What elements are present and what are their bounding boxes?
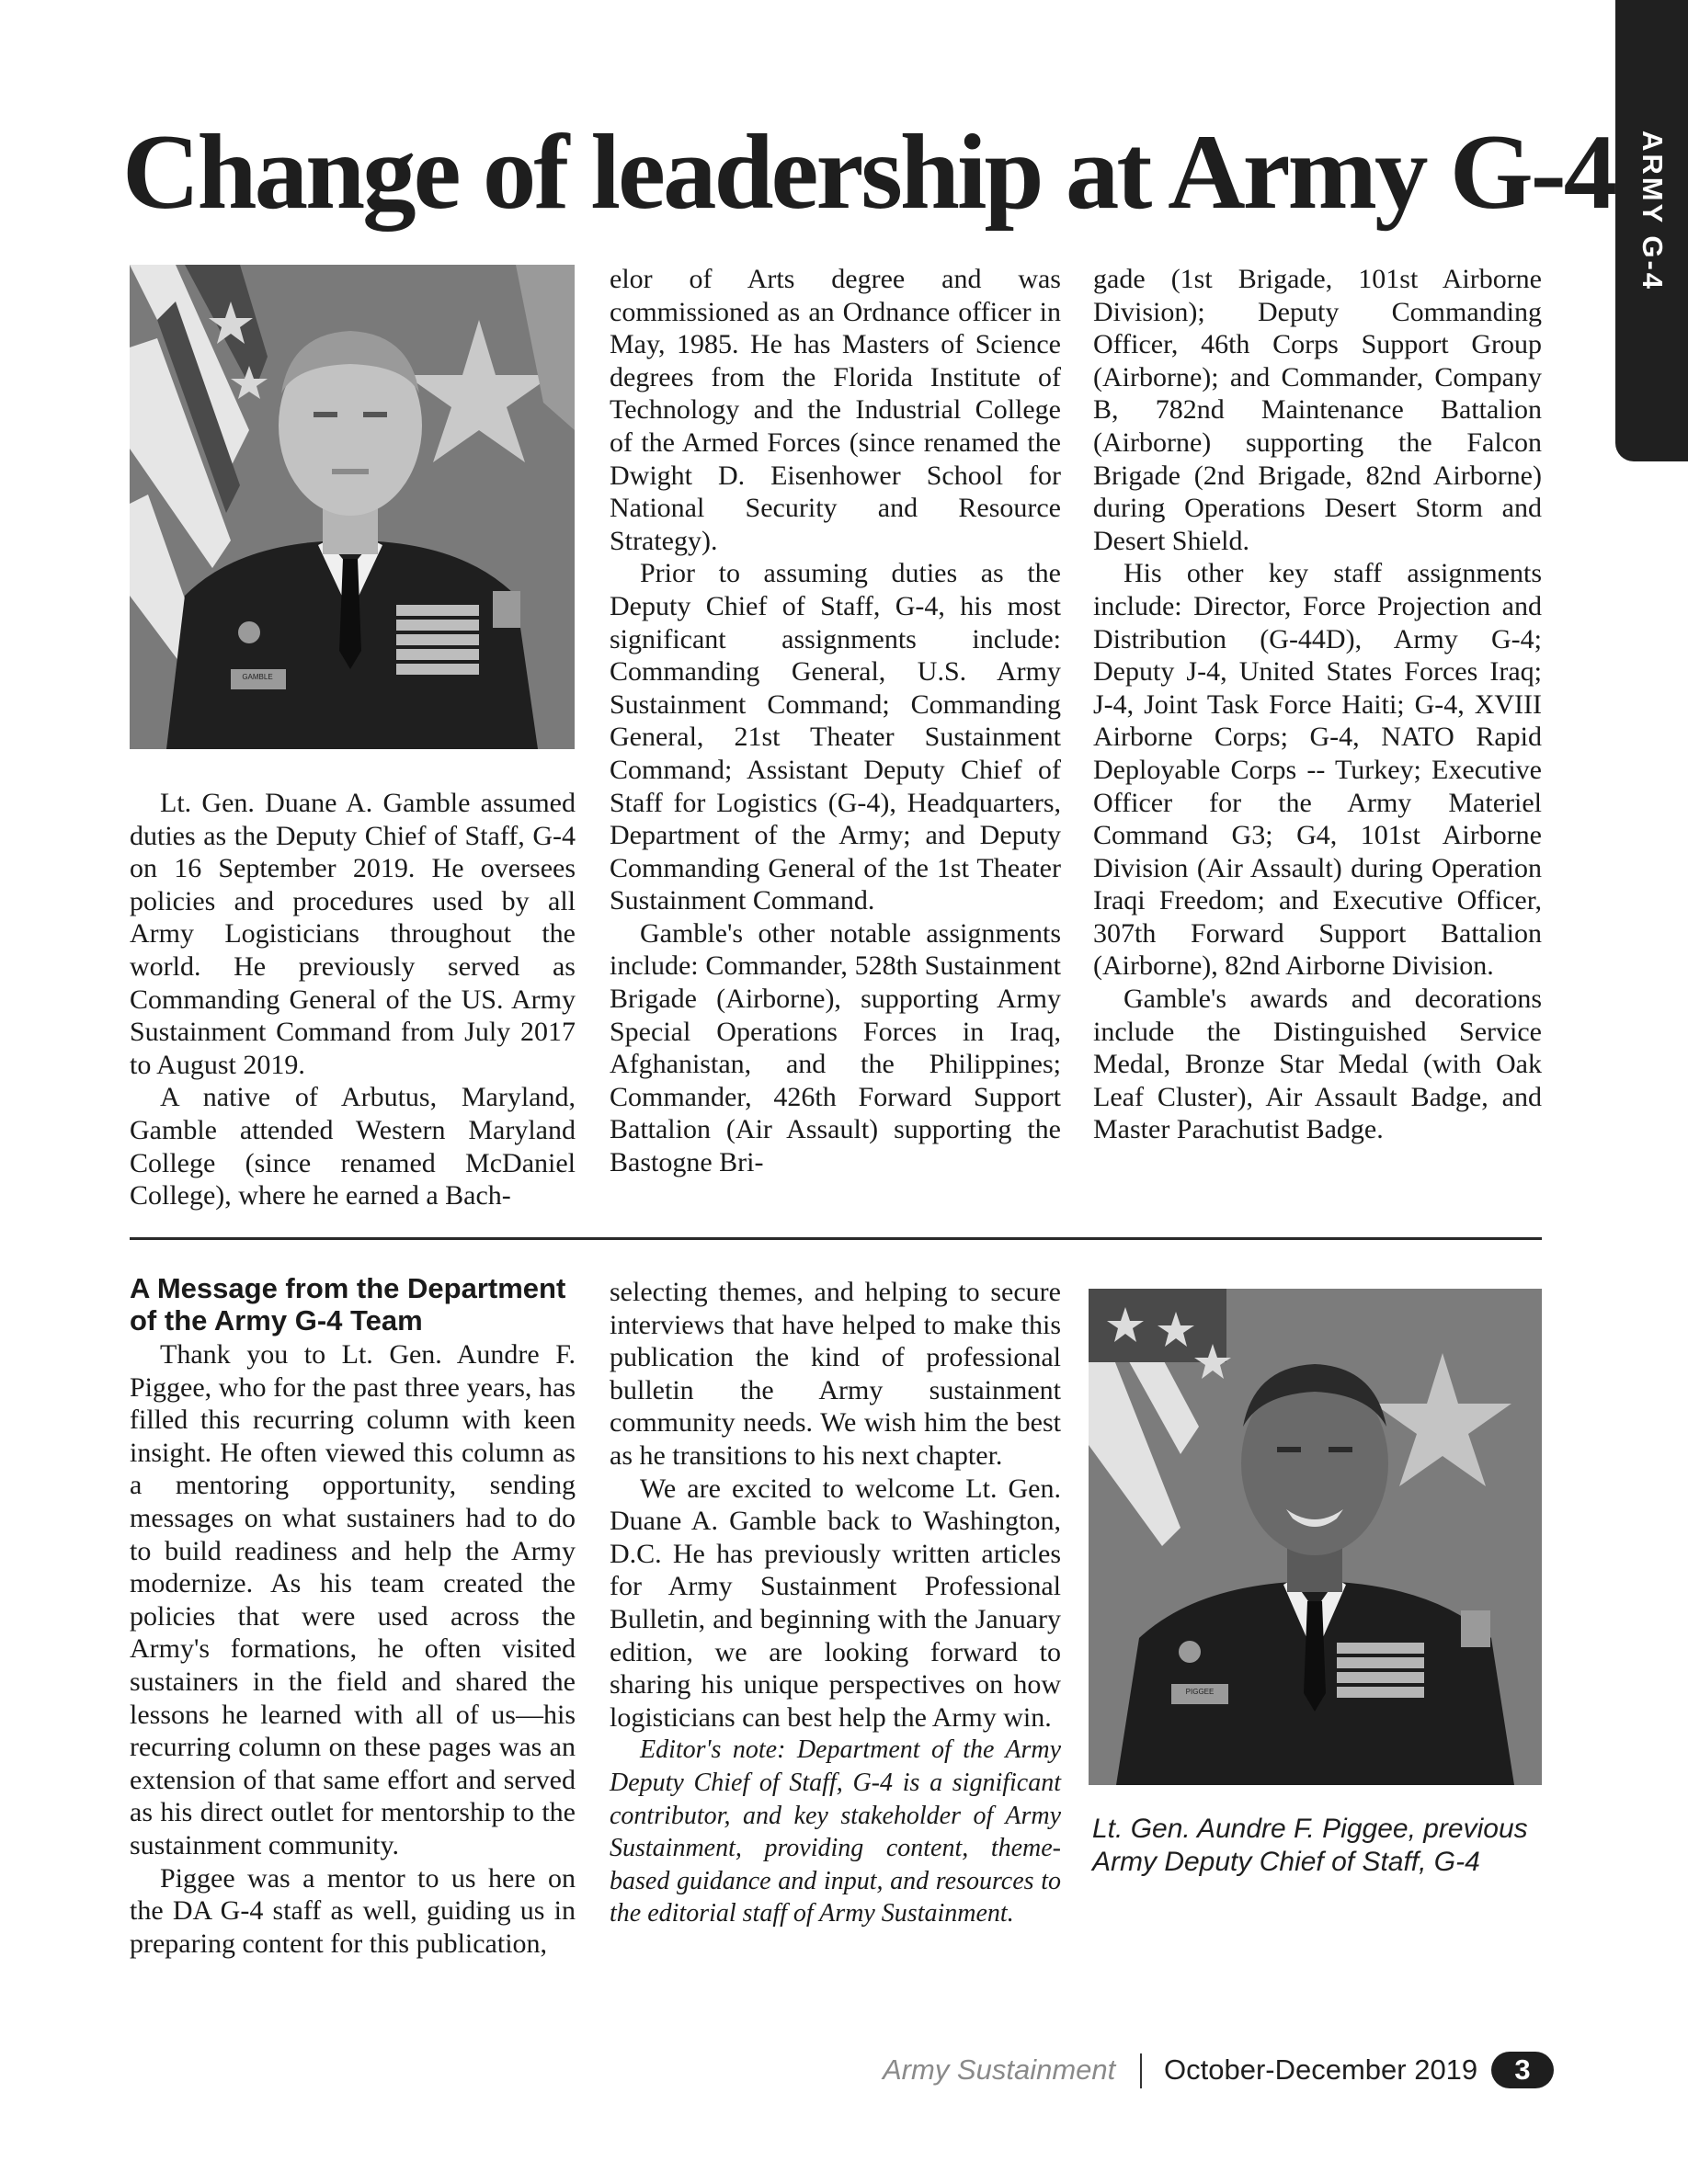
section-divider	[130, 1237, 1542, 1240]
message-heading-line-1: A Message from the Department	[130, 1272, 566, 1304]
section-tab-label: ARMY G-4	[1637, 131, 1669, 292]
portrait-photo-piggee	[1089, 1289, 1542, 1785]
nametag-gamble: GAMBLE	[242, 673, 273, 681]
message-paragraph: Piggee was a mentor to us here on the DA G-4 staff as well, guiding us in preparing content for this publication,	[130, 1862, 576, 1959]
article-column-3	[1093, 263, 1542, 1146]
footer-publication: Army Sustainment	[883, 2053, 1116, 2086]
article-paragraph: Lt. Gen. Duane A. Gamble assumed duties as the Deputy Chief of Staff, G-4 on 16 September 2019. He oversees policies and procedures used by all Army Logisticians throughout the world. He previously served as Commanding General of the US. Army Sustainment Command from July 2017 to August 2019.	[130, 788, 576, 1080]
message-paragraph: We are excited to welcome Lt. Gen. Duane A. Gamble back to Washington, D.C. He has previously written articles for Army Sustainment Professional Bulletin, and beginning with the January edition, we are looking forward to sharing his unique perspectives on how logisticians can best help the Army win.	[610, 1473, 1061, 1733]
article-headline: Change of leadership at Army G-4	[122, 113, 1615, 232]
footer-issue: October-December 2019	[1164, 2053, 1478, 2086]
footer-separator	[1140, 2053, 1142, 2088]
message-heading	[130, 1272, 576, 1337]
article-paragraph: Gamble's other notable assignments include: Commander, 528th Sustainment Brigade (Airborne), supporting Army Special Operations Forces in Iraq, Afghanistan, and the Philippines; Commander, 426th Forward Support Battalion (Air Assault) supporting the Bastogne Bri-	[610, 917, 1061, 1178]
article-column-2	[610, 263, 1061, 1179]
article-paragraph: Gamble's awards and decorations include the Distinguished Service Medal, Bronze Star Medal (with Oak Leaf Cluster), Air Assault Badge, and Master Parachutist Badge.	[1093, 984, 1542, 1145]
editors-note: Editor's note: Department of the Army Deputy Chief of Staff, G-4 is a significant contributor, and key stakeholder of Army Sustainment, providing content, theme-based guidance and input, and resources to the editorial staff of Army Sustainment.	[610, 1735, 1061, 1928]
message-column-2	[610, 1276, 1061, 1930]
portrait-photo-gamble	[130, 265, 575, 749]
article-paragraph: His other key staff assignments include: Director, Force Projection and Distribution (G-44D), Army G-4; Deputy J-4, United States Forces Iraq; J-4, Joint Task Force Haiti; G-4, XVIII Airborne Corps; G-4, NATO Rapid Deployable Corps -- Turkey; Executive Officer for the Army Materiel Command G3; G4, 101st Airborne Division (Air Assault) during Operation Iraqi Freedom; and Executive Officer, 307th Forward Support Battalion (Airborne), 82nd Airborne Division.	[1093, 558, 1542, 982]
article-paragraph: A native of Arbutus, Maryland, Gamble attended Western Maryland College (since renamed McDaniel College), where he earned a Bach-	[130, 1082, 576, 1211]
article-paragraph: elor of Arts degree and was commissioned as an Ordnance officer in May, 1985. He has Masters of Science degrees from the Florida Institute of Technology and the Industrial College of the Armed Forces (since renamed the Dwight D. Eisenhower School for National Security and Resource Strategy).	[610, 264, 1061, 556]
nametag-piggee: PIGGEE	[1185, 1688, 1215, 1696]
message-column-1	[130, 1272, 576, 1960]
message-paragraph: Thank you to Lt. Gen. Aundre F. Piggee, who for the past three years, has filled this recurring column with keen insight. He often viewed this column as a mentoring opportunity, sending messages on what sustainers had to do to build readiness and help the Army modernize. As his team created the policies that were used across the Army's formations, he often visited sustainers in the field and shared the lessons he learned with all of us—his recurring column on these pages was an extension of that same effort and served as his direct outlet for mentorship to the sustainment community.	[130, 1339, 576, 1860]
photo-caption: Lt. Gen. Aundre F. Piggee, previous Army Deputy Chief of Staff, G-4	[1092, 1814, 1528, 1877]
article-paragraph: gade (1st Brigade, 101st Airborne Division); Deputy Commanding Officer, 46th Corps Support Group (Airborne); and Commander, Company B, 782nd Maintenance Battalion (Airborne) supporting the Falcon Brigade (2nd Brigade, 82nd Airborne) during Operations Desert Storm and Desert Shield.	[1093, 264, 1542, 556]
page-number: 3	[1491, 2052, 1554, 2088]
message-heading-line-2: of the Army G-4 Team	[130, 1304, 423, 1337]
article-paragraph: Prior to assuming duties as the Deputy Chief of Staff, G-4, his most significant assignments include: Commanding General, U.S. Army Sustainment Command; Commanding General, 21st Theater Sustainment Command; Assistant Deputy Chief of Staff for Logistics (G-4), Headquarters, Department of the Army; and Deputy Commanding General of the 1st Theater Sustainment Command.	[610, 558, 1061, 916]
message-paragraph: selecting themes, and helping to secure interviews that have helped to make this publication the kind of professional bulletin the Army sustainment community needs. We wish him the best as he transitions to his next chapter.	[610, 1277, 1061, 1471]
page-footer	[864, 2050, 1554, 2096]
section-tab	[1615, 0, 1688, 461]
article-column-1	[130, 787, 576, 1212]
